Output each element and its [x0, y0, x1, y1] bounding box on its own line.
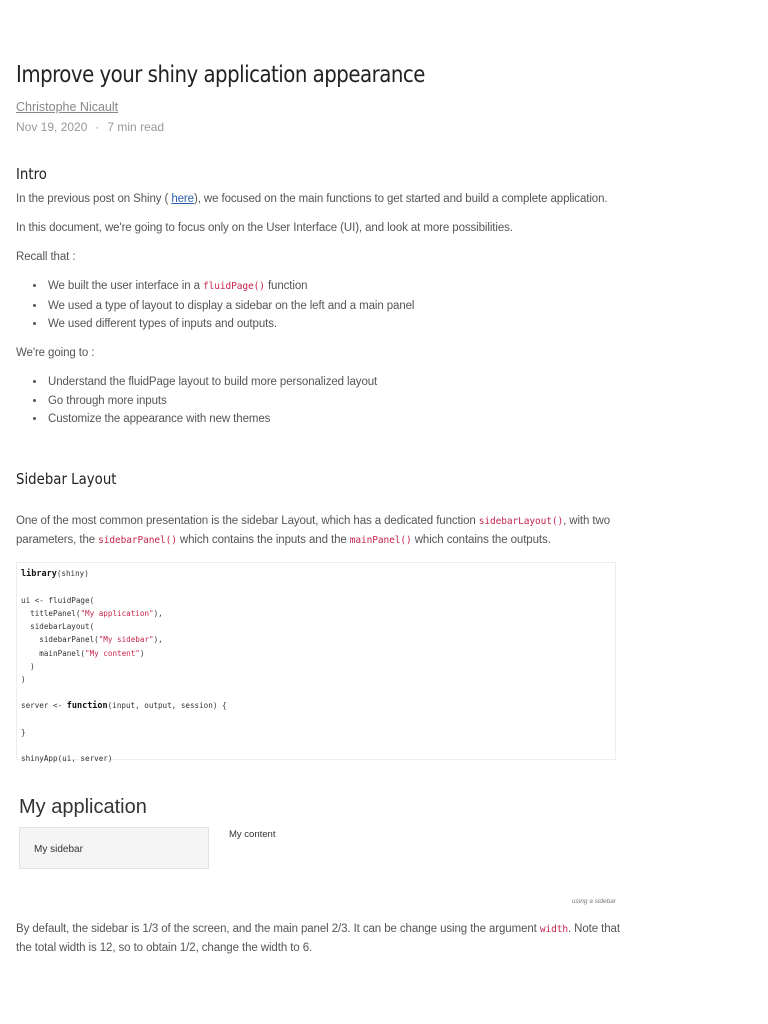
list-item: • Go through more inputs [46, 392, 377, 411]
intro-p1-text-end: ), we focused on the main functions to get started and build a complete application. [193, 193, 608, 205]
list-item-text: function [264, 280, 308, 292]
article-title: Improve your shiny application appearance [16, 62, 425, 88]
inline-code: fluidPage() [203, 281, 265, 292]
code-keyword: library [21, 569, 57, 579]
code-string: "My application" [80, 609, 154, 619]
inline-code: sidebarLayout() [478, 516, 564, 527]
code-line: shinyApp(ui, server) [21, 754, 113, 764]
list-item: • Customize the appearance with new themes [46, 410, 377, 429]
code-line: ), [153, 609, 163, 619]
inline-code: mainPanel() [349, 535, 412, 546]
code-line: ), [153, 635, 163, 645]
inline-code: width [539, 924, 568, 935]
intro-paragraph-2: In this document, we're going to focus only on the User Interface (UI), and look at more possibilities. [16, 222, 513, 234]
intro-p1-text-start: In the previous post on Shiny ( [16, 193, 172, 205]
paragraph-text: One of the most common presentation is the sidebar Layout, which has a dedicated function [16, 515, 479, 527]
paragraph-text: which contains the outputs. [411, 534, 551, 546]
code-string: "My content" [85, 648, 140, 658]
paragraph-text: which contains the inputs and the [176, 534, 350, 546]
read-time: 7 min read [107, 120, 165, 134]
width-paragraph [16, 920, 626, 957]
code-line: titlePanel( [21, 609, 81, 619]
list-item-text: We built the user interface in a [48, 280, 204, 292]
intro-paragraph-3: Recall that : [16, 251, 76, 263]
paragraph-text: By default, the sidebar is 1/3 of the screen, and the main panel 2/3. It can be change using the argument [16, 923, 540, 935]
sidebar-layout-paragraph [16, 512, 626, 550]
code-line: (shiny) [56, 569, 89, 578]
code-string: "My sidebar" [98, 635, 154, 645]
code-line: (input, output, session) { [107, 700, 227, 710]
sidebar-layout-heading: Sidebar Layout [16, 470, 117, 488]
author-link[interactable]: Christophe Nicault [16, 100, 119, 114]
code-line: server <- [21, 700, 67, 710]
list-item: • We used different types of inputs and outputs. [46, 315, 414, 334]
code-line: ) [21, 661, 35, 671]
code-line: sidebarLayout( [21, 622, 95, 632]
list-item [46, 277, 414, 297]
intro-paragraph-4: We're going to : [16, 347, 95, 359]
figure-caption: using a sidebar [571, 898, 616, 905]
intro-heading: Intro [16, 165, 47, 183]
demo-app-title: My application [19, 796, 147, 818]
previous-post-link[interactable]: here [171, 193, 194, 205]
article-meta [16, 120, 164, 134]
recall-list [16, 277, 414, 334]
code-line: ui <- fluidPage( [21, 596, 95, 606]
code-block [16, 562, 616, 764]
code-line: } [21, 728, 26, 738]
demo-sidebar-text: My sidebar [34, 844, 83, 855]
inline-code: sidebarPanel() [98, 535, 177, 546]
demo-main-panel: My content [229, 829, 276, 840]
code-line: sidebarPanel( [21, 635, 99, 645]
code-keyword: function [66, 700, 108, 711]
paragraph-text: , with two parameters, the [16, 515, 611, 546]
code-line: mainPanel( [21, 648, 86, 658]
publish-date: Nov 19, 2020 [16, 120, 88, 134]
demo-sidebar-panel [19, 827, 209, 869]
list-item: • We used a type of layout to display a sidebar on the left and a main panel [46, 297, 414, 316]
code-content [17, 563, 615, 765]
paragraph-text: . Note that the total width is 12, so to obtain 1/2, change the width to 6. [16, 923, 620, 954]
meta-separator: · [95, 120, 100, 134]
goals-list [16, 373, 377, 429]
code-line: ) [139, 648, 145, 658]
code-line: ) [21, 674, 26, 684]
intro-paragraph-1 [16, 190, 626, 208]
list-item: • Understand the fluidPage layout to build more personalized layout [46, 373, 377, 392]
